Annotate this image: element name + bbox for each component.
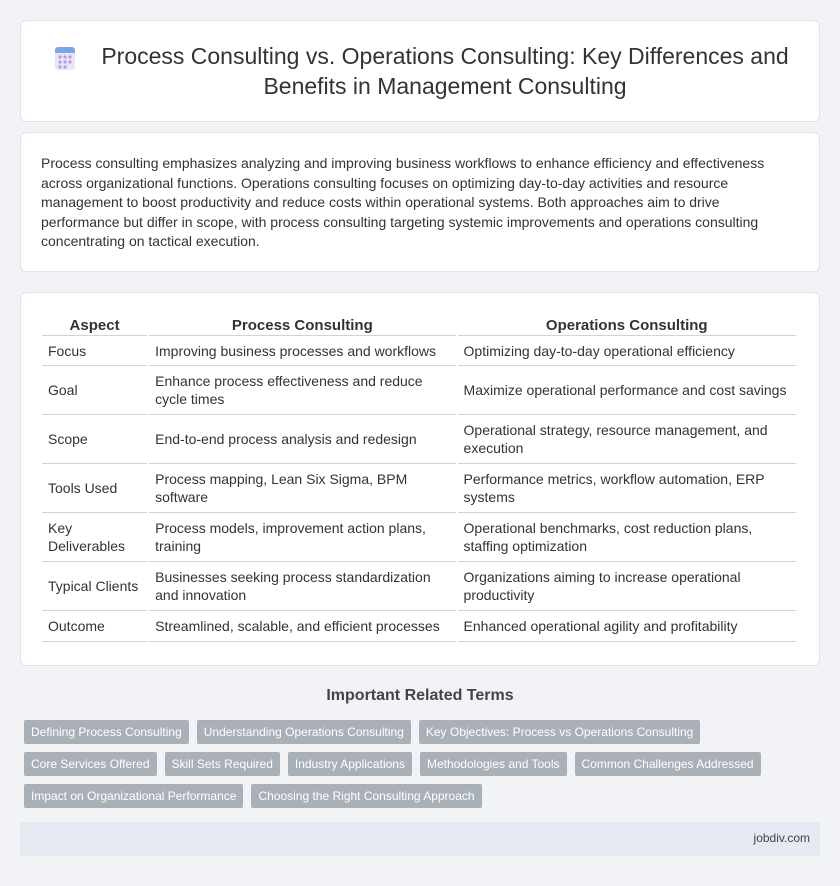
header-process-consulting: Process Consulting (149, 311, 455, 336)
page-title: Process Consulting vs. Operations Consulting: Key Differences and Benefits in Management Consulting (101, 43, 789, 99)
table-row (42, 464, 796, 513)
table-row (42, 415, 796, 464)
related-term-tag[interactable]: Defining Process Consulting (24, 720, 189, 744)
row-operations-cell: Performance metrics, workflow automation, ERP systems (458, 464, 796, 513)
comparison-table (40, 311, 798, 642)
related-term-tag[interactable]: Common Challenges Addressed (575, 752, 761, 776)
row-aspect: Scope (42, 415, 147, 464)
row-process-cell: Streamlined, scalable, and efficient processes (149, 611, 455, 642)
table-header-row (42, 311, 796, 336)
related-term-tag[interactable]: Methodologies and Tools (420, 752, 567, 776)
related-terms-tags (24, 720, 824, 816)
related-term-tag[interactable]: Key Objectives: Process vs Operations Consulting (419, 720, 700, 744)
related-term-tag[interactable]: Core Services Offered (24, 752, 157, 776)
related-term-tag[interactable]: Skill Sets Required (165, 752, 280, 776)
tag-row (24, 784, 824, 808)
row-process-cell: Improving business processes and workflows (149, 336, 455, 366)
table-row (42, 513, 796, 562)
row-operations-cell: Maximize operational performance and cost savings (458, 366, 796, 415)
header-aspect: Aspect (42, 311, 147, 336)
row-aspect: Goal (42, 366, 147, 415)
row-aspect: Key Deliverables (42, 513, 147, 562)
document-grid-icon (51, 44, 79, 72)
header-operations-consulting: Operations Consulting (458, 311, 796, 336)
table-row (42, 336, 796, 366)
comparison-table-card (20, 292, 820, 666)
footer-site-link[interactable]: jobdiv.com (753, 831, 810, 845)
row-process-cell: Process models, improvement action plans, training (149, 513, 455, 562)
row-process-cell: End-to-end process analysis and redesign (149, 415, 455, 464)
tag-row (24, 720, 824, 744)
row-operations-cell: Organizations aiming to increase operational productivity (458, 562, 796, 611)
title-row (51, 41, 789, 101)
intro-card (20, 132, 820, 272)
row-aspect: Outcome (42, 611, 147, 642)
row-operations-cell: Operational strategy, resource management, and execution (458, 415, 796, 464)
row-operations-cell: Enhanced operational agility and profitability (458, 611, 796, 642)
row-operations-cell: Operational benchmarks, cost reduction plans, staffing optimization (458, 513, 796, 562)
title-card (20, 20, 820, 122)
row-operations-cell: Optimizing day-to-day operational efficiency (458, 336, 796, 366)
tag-row (24, 752, 824, 776)
footer-bar (20, 822, 820, 856)
row-aspect: Tools Used (42, 464, 147, 513)
intro-paragraph: Process consulting emphasizes analyzing and improving business workflows to enhance efficiency and effectiveness across organizational functions. Operations consulting focuses on optimizing day-to-day activities and resource management to boost productivity and reduce costs within operational systems. Both approaches aim to drive performance but differ in scope, with process consulting targeting systemic improvements and operations consulting concentrating on tactical execution. (41, 155, 765, 249)
row-aspect: Focus (42, 336, 147, 366)
row-process-cell: Businesses seeking process standardization and innovation (149, 562, 455, 611)
related-terms-title: Important Related Terms (326, 687, 514, 704)
table-row (42, 366, 796, 415)
table-row (42, 562, 796, 611)
related-term-tag[interactable]: Industry Applications (288, 752, 412, 776)
row-aspect: Typical Clients (42, 562, 147, 611)
row-process-cell: Process mapping, Lean Six Sigma, BPM software (149, 464, 455, 513)
table-row (42, 611, 796, 642)
related-term-tag[interactable]: Choosing the Right Consulting Approach (251, 784, 481, 808)
related-term-tag[interactable]: Impact on Organizational Performance (24, 784, 243, 808)
related-term-tag[interactable]: Understanding Operations Consulting (197, 720, 411, 744)
row-process-cell: Enhance process effectiveness and reduce cycle times (149, 366, 455, 415)
